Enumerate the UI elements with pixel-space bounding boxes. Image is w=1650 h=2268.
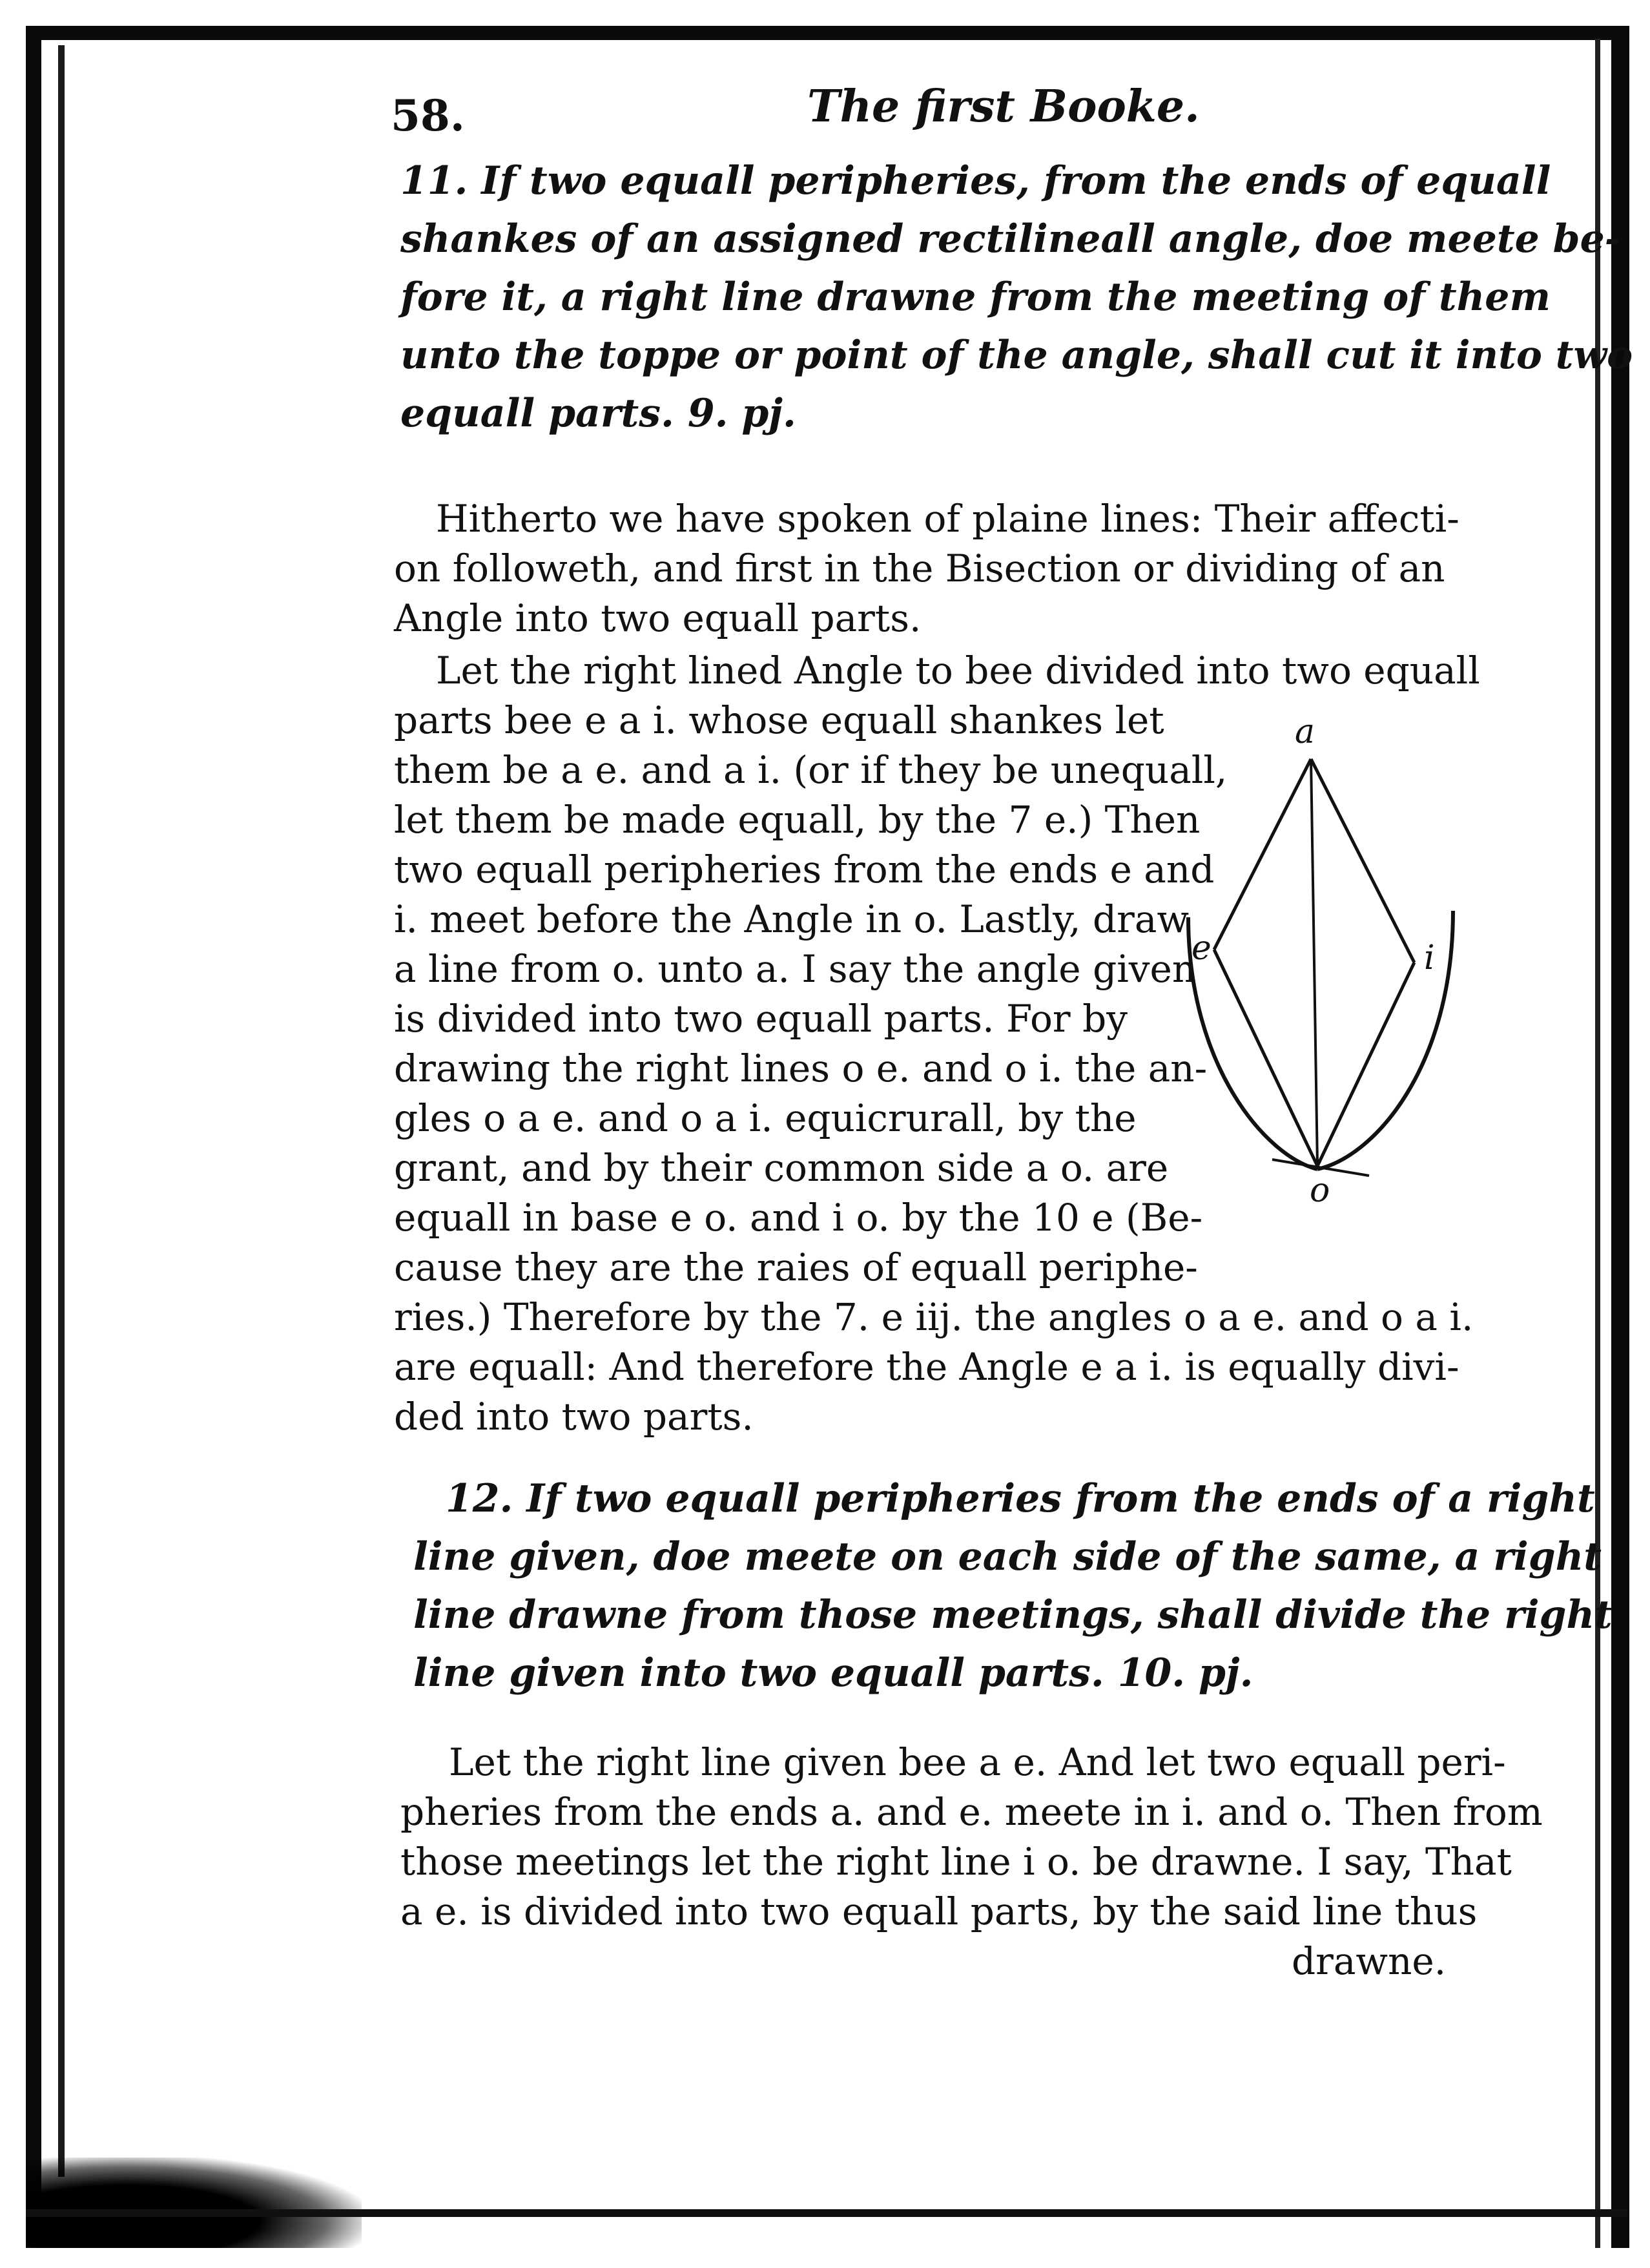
prop12-line: line given, doe meete on each side of the same, a right: [413, 1534, 1602, 1579]
prop11-line: fore it, a right line drawne from the meeting of them: [400, 275, 1551, 320]
page-number: 58.: [391, 90, 465, 141]
scan-border-left-inner: [58, 45, 65, 2177]
prop12-line: line drawne from those meetings, shall divide the right: [413, 1592, 1613, 1638]
proposition-11: [400, 152, 1633, 442]
prop11-line: shankes of an assigned rectilineall angle, doe meete be-: [400, 216, 1621, 262]
prop12-line: 12. If two equall peripheries from the ends of a right: [446, 1476, 1595, 1521]
line-i-o: [1317, 962, 1414, 1166]
running-title: The first Booke.: [807, 81, 1200, 132]
paragraph-line: Let the right lined Angle to bee divided into two equall: [436, 649, 1480, 692]
scan-smudge: [26, 2158, 362, 2248]
prop12-line: line given into two equall parts. 10. pj.: [413, 1650, 1253, 1696]
paragraph-line: is divided into two equall parts. For by: [394, 997, 1128, 1041]
paragraph-line: let them be made equall, by the 7 e.) Then: [394, 798, 1201, 842]
label-i: i: [1424, 939, 1435, 977]
prop11-line: unto the toppe or point of the angle, shall cut it into two: [400, 333, 1633, 378]
proposition-12: [413, 1470, 1613, 1702]
paragraph-line: i. meet before the Angle in o. Lastly, draw: [394, 897, 1190, 941]
prop11-line: equall parts. 9. pj.: [400, 391, 796, 436]
prop11-line: 11. If two equall peripheries, from the ends of equall: [400, 158, 1551, 203]
paragraph-line: ded into two parts.: [394, 1395, 754, 1439]
paragraph-line: equall in base e o. and i o. by the 10 e (Be-: [394, 1196, 1203, 1240]
paragraph-right-line: [400, 1738, 1543, 1986]
scan-border-top: [26, 26, 1621, 40]
paragraph-line: cause they are the raies of equall periphe-: [394, 1245, 1198, 1289]
line-a-e: [1214, 759, 1311, 950]
paragraph-line: gles o a e. and o a i. equicrurall, by the: [394, 1096, 1137, 1140]
paragraph-hitherto: [394, 494, 1459, 643]
paragraph-line: a line from o. unto a. I say the angle given: [394, 947, 1197, 991]
label-o: o: [1310, 1171, 1330, 1210]
line-a-o: [1311, 759, 1317, 1166]
paragraph-line: those meetings let the right line i o. be drawne. I say, That: [400, 1840, 1512, 1884]
paragraph-line: them be a e. and a i. (or if they be unequall,: [394, 748, 1228, 792]
bisection-figure: [1162, 713, 1485, 1221]
paragraph-line: Let the right line given bee a e. And let two equall peri-: [449, 1740, 1506, 1784]
label-a: a: [1295, 713, 1315, 751]
line-a-i: [1311, 759, 1414, 962]
paragraph-line: pheries from the ends a. and e. meete in i. and o. Then from: [400, 1790, 1543, 1834]
scan-border-bottom: [26, 2209, 1627, 2217]
paragraph-line: Hitherto we have spoken of plaine lines: Their affecti-: [436, 497, 1459, 541]
paragraph-line: ries.) Therefore by the 7. e iij. the angles o a e. and o a i.: [394, 1295, 1474, 1339]
paragraph-line: a e. is divided into two equall parts, by the said line thus: [400, 1889, 1478, 1933]
paragraph-line: are equall: And therefore the Angle e a i. is equally divi-: [394, 1345, 1459, 1389]
scan-border-left: [26, 26, 41, 2203]
paragraph-line: grant, and by their common side a o. are: [394, 1146, 1169, 1190]
paragraph-line: parts bee e a i. whose equall shankes let: [394, 698, 1164, 742]
paragraph-line: two equall peripheries from the ends e and: [394, 848, 1215, 891]
paragraph-line: on followeth, and first in the Bisection or dividing of an: [394, 546, 1445, 590]
label-e: e: [1191, 929, 1212, 968]
paragraph-line: Angle into two equall parts.: [394, 596, 922, 640]
catchword: drawne.: [1292, 1939, 1447, 1983]
paragraph-line: drawing the right lines o e. and o i. the an-: [394, 1046, 1208, 1090]
bisection-diagram: [1162, 713, 1485, 1221]
